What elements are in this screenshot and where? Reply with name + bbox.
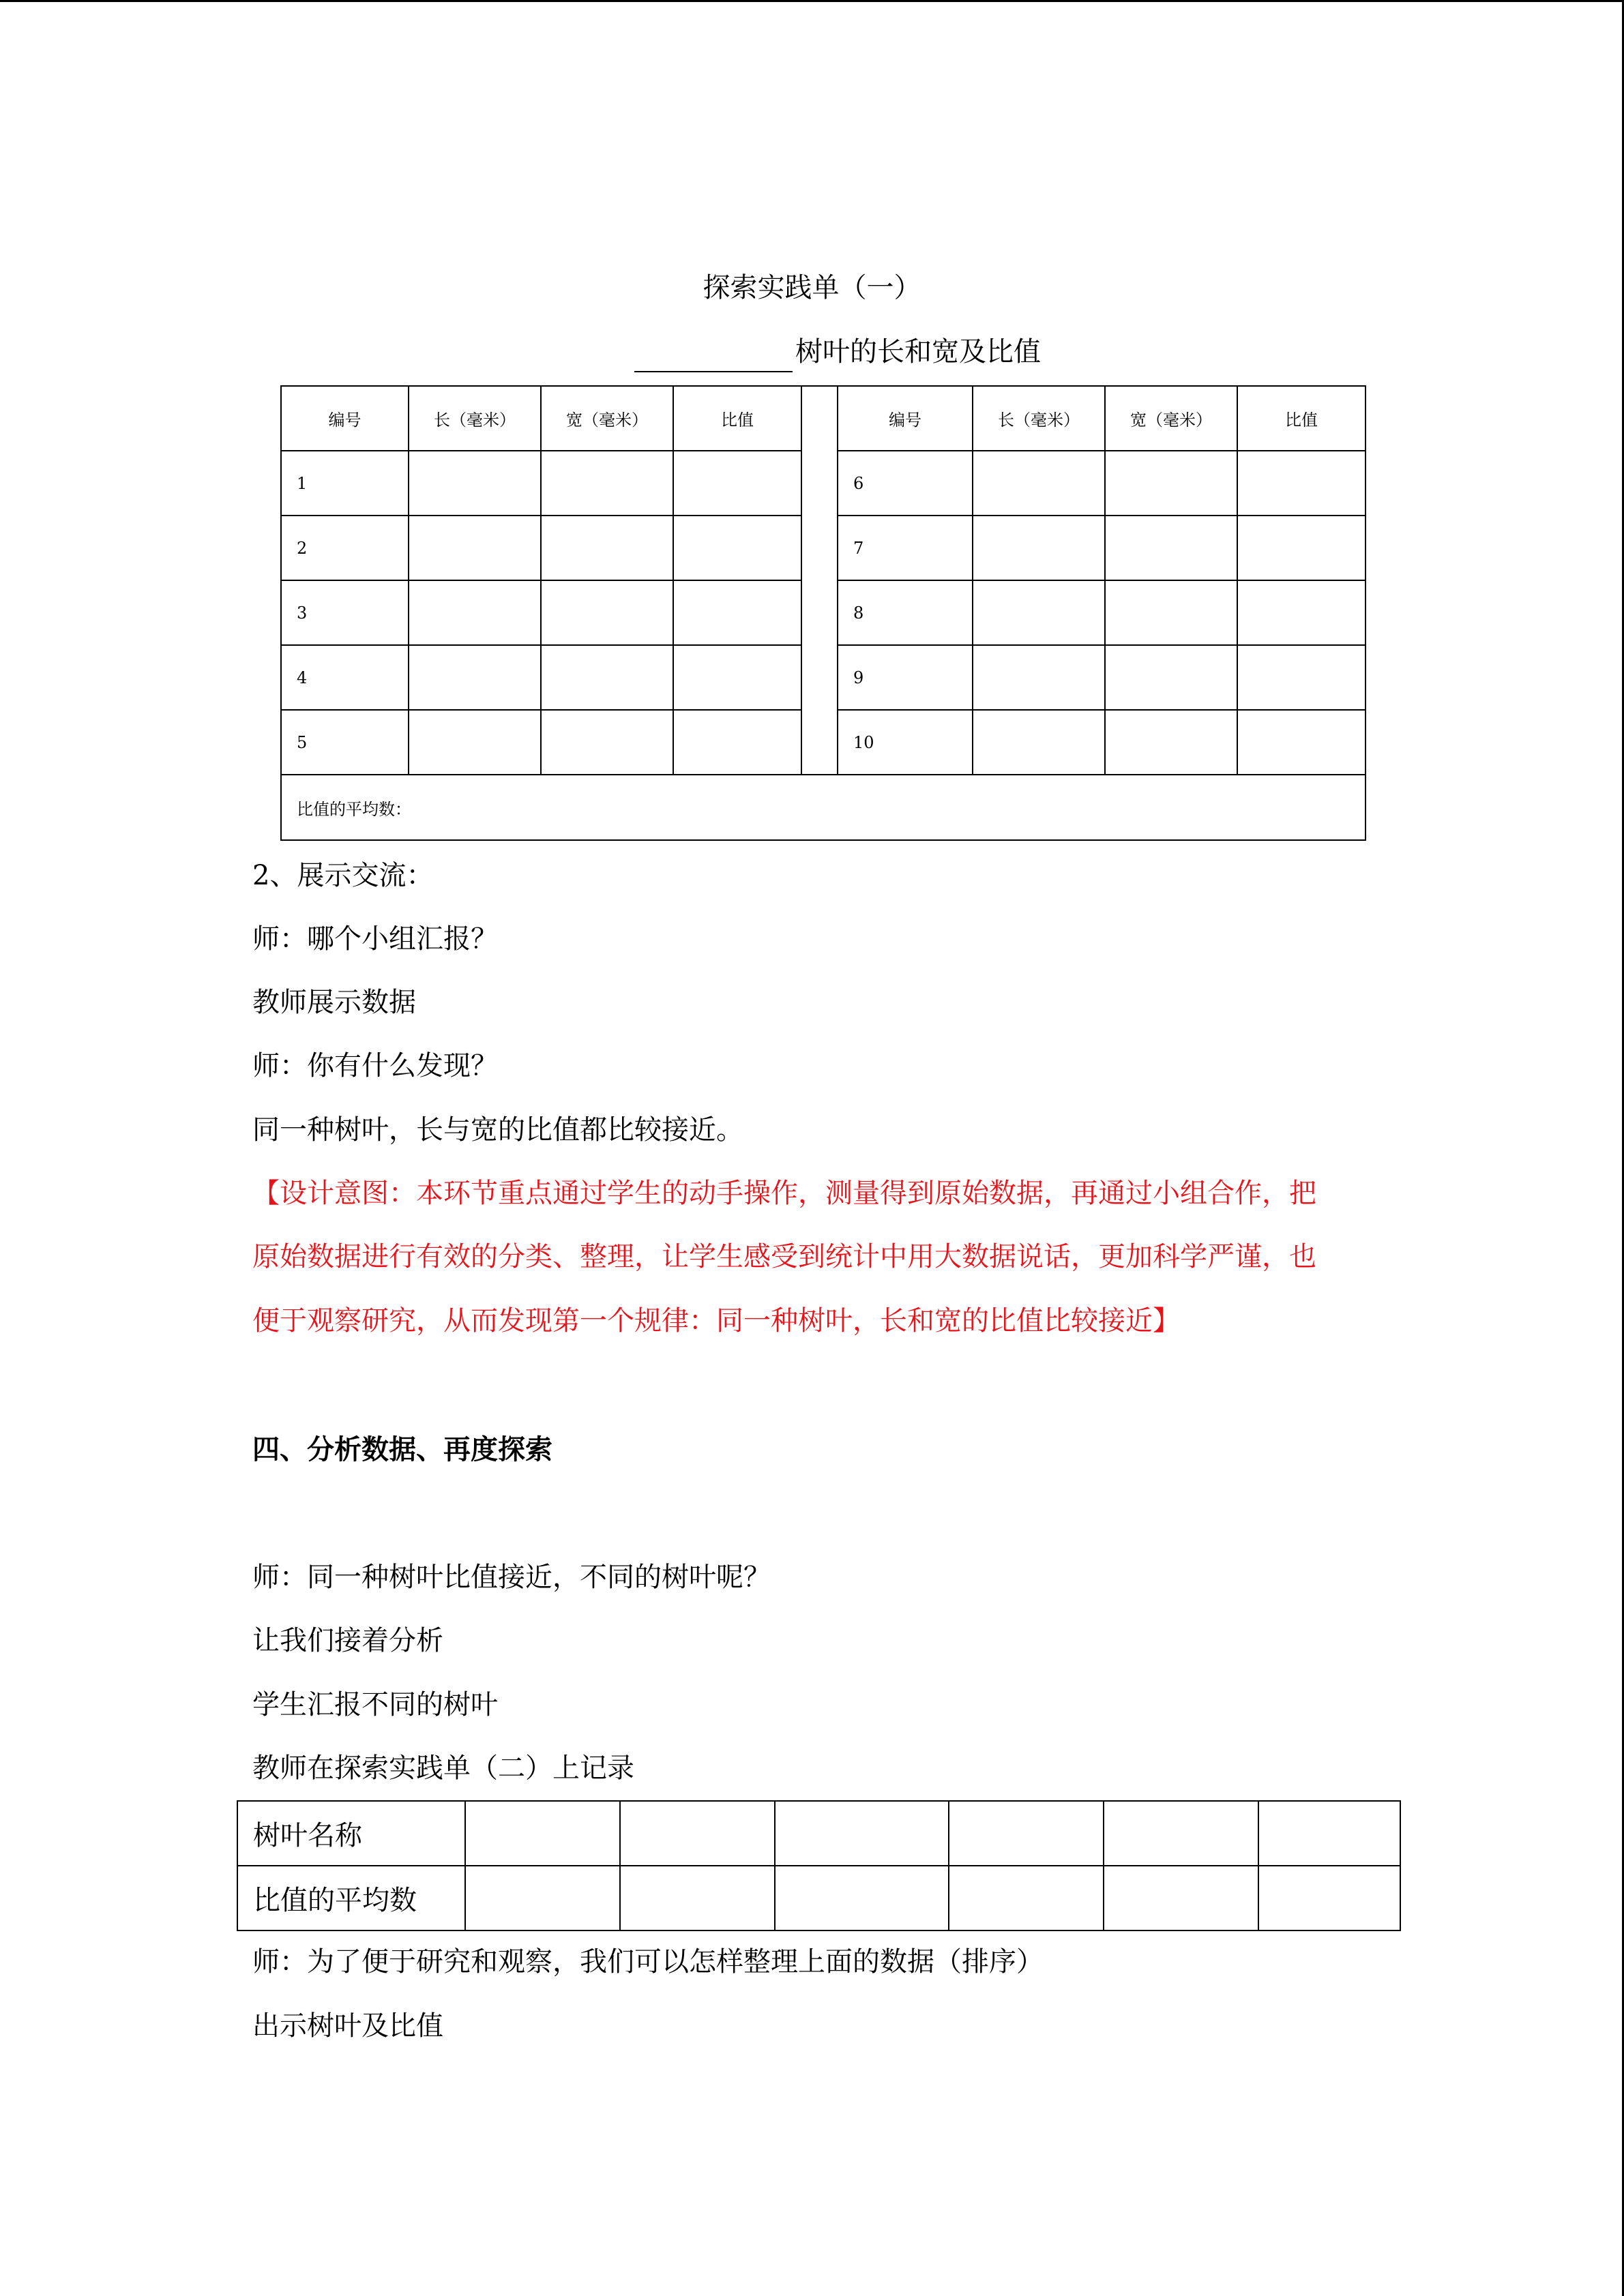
fill-in-blank[interactable] (634, 341, 793, 372)
ratio-average-cell[interactable] (775, 1866, 949, 1930)
row-number: 1 (281, 451, 409, 516)
header-id-left: 编号 (281, 386, 409, 451)
width-cell[interactable] (1105, 645, 1237, 710)
header-width-right: 宽（毫米） (1105, 386, 1237, 451)
body-text: 出示树叶及比值 (252, 2010, 443, 2042)
ratio-average-cell[interactable] (1258, 1866, 1400, 1930)
row-number: 4 (281, 645, 409, 710)
sheet1-title: 探索实践单（一） (703, 272, 921, 303)
ratio-cell[interactable] (673, 580, 801, 645)
width-cell[interactable] (1105, 516, 1237, 580)
length-cell[interactable] (409, 580, 541, 645)
width-cell[interactable] (541, 580, 673, 645)
width-cell[interactable] (541, 516, 673, 580)
ratio-cell[interactable] (1237, 516, 1365, 580)
leaf-name-cell[interactable] (1104, 1801, 1258, 1866)
length-cell[interactable] (973, 451, 1105, 516)
ratio-average-label: 比值的平均数 (237, 1866, 465, 1930)
width-cell[interactable] (541, 645, 673, 710)
body-text: 让我们接着分析 (252, 1625, 443, 1656)
length-cell[interactable] (973, 516, 1105, 580)
leaf-name-cell[interactable] (465, 1801, 620, 1866)
design-intent-line: 【设计意图：本环节重点通过学生的动手操作，测量得到原始数据，再通过小组合作，把 (252, 1178, 1316, 1209)
header-length-right: 长（毫米） (973, 386, 1105, 451)
ratio-cell[interactable] (1237, 451, 1365, 516)
leaf-name-label: 树叶名称 (237, 1801, 465, 1866)
sheet1-subtitle (634, 331, 1041, 372)
length-cell[interactable] (973, 710, 1105, 775)
section-4-heading: 四、分析数据、再度探索 (252, 1433, 552, 1465)
teacher-question: 师：同一种树叶比值接近，不同的树叶呢？ (252, 1562, 771, 1593)
row-number: 7 (838, 516, 973, 580)
row-number: 10 (838, 710, 973, 775)
ratio-average-cell[interactable] (465, 1866, 620, 1930)
teacher-question: 师：哪个小组汇报？ (252, 923, 498, 955)
table-header-row (281, 386, 1365, 451)
ratio-cell[interactable] (1237, 580, 1365, 645)
ratio-cell[interactable] (673, 451, 801, 516)
average-row (281, 775, 1365, 840)
length-cell[interactable] (409, 645, 541, 710)
design-intent-line: 原始数据进行有效的分类、整理，让学生感受到统计中用大数据说话，更加科学严谨，也 (252, 1241, 1316, 1272)
length-cell[interactable] (973, 645, 1105, 710)
header-width-left: 宽（毫米） (541, 386, 673, 451)
width-cell[interactable] (1105, 451, 1237, 516)
ratio-average-cell[interactable] (1104, 1866, 1258, 1930)
body-text: 学生汇报不同的树叶 (252, 1689, 498, 1720)
header-id-right: 编号 (838, 386, 973, 451)
header-ratio-left: 比值 (673, 386, 801, 451)
width-cell[interactable] (541, 710, 673, 775)
ratio-cell[interactable] (673, 710, 801, 775)
page-top-border (0, 0, 1624, 2)
row-number: 2 (281, 516, 409, 580)
section-2-heading: 2、展示交流： (252, 860, 434, 891)
length-cell[interactable] (973, 580, 1105, 645)
design-intent-line: 便于观察研究，从而发现第一个规律：同一种树叶，长和宽的比值比较接近】 (252, 1305, 1180, 1337)
sheet1-table (280, 385, 1366, 841)
width-cell[interactable] (541, 451, 673, 516)
row-number: 9 (838, 645, 973, 710)
row-number: 5 (281, 710, 409, 775)
row-number: 6 (838, 451, 973, 516)
leaf-name-cell[interactable] (1258, 1801, 1400, 1866)
header-length-left: 长（毫米） (409, 386, 541, 451)
teacher-question: 师：你有什么发现？ (252, 1050, 498, 1082)
ratio-cell[interactable] (673, 645, 801, 710)
body-text: 教师展示数据 (252, 987, 416, 1018)
length-cell[interactable] (409, 710, 541, 775)
length-cell[interactable] (409, 451, 541, 516)
ratio-average-cell[interactable] (620, 1866, 775, 1930)
body-text: 同一种树叶，长与宽的比值都比较接近。 (252, 1114, 743, 1146)
body-text: 教师在探索实践单（二）上记录 (252, 1753, 634, 1784)
row-number: 3 (281, 580, 409, 645)
ratio-cell[interactable] (673, 516, 801, 580)
sheet2-table (237, 1800, 1401, 1931)
length-cell[interactable] (409, 516, 541, 580)
leaf-name-cell[interactable] (949, 1801, 1104, 1866)
teacher-question: 师：为了便于研究和观察，我们可以怎样整理上面的数据（排序） (252, 1946, 1044, 1978)
ratio-cell[interactable] (1237, 645, 1365, 710)
width-cell[interactable] (1105, 580, 1237, 645)
ratio-average-cell[interactable] (949, 1866, 1104, 1930)
leaf-name-cell[interactable] (775, 1801, 949, 1866)
header-ratio-right: 比值 (1237, 386, 1365, 451)
width-cell[interactable] (1105, 710, 1237, 775)
leaf-name-cell[interactable] (620, 1801, 775, 1866)
table-row (237, 1866, 1400, 1930)
sheet1-subtitle-text: 树叶的长和宽及比值 (795, 336, 1041, 368)
table-gap-column (801, 386, 838, 775)
average-label: 比值的平均数： (281, 775, 1365, 840)
table-row (237, 1801, 1400, 1866)
row-number: 8 (838, 580, 973, 645)
ratio-cell[interactable] (1237, 710, 1365, 775)
